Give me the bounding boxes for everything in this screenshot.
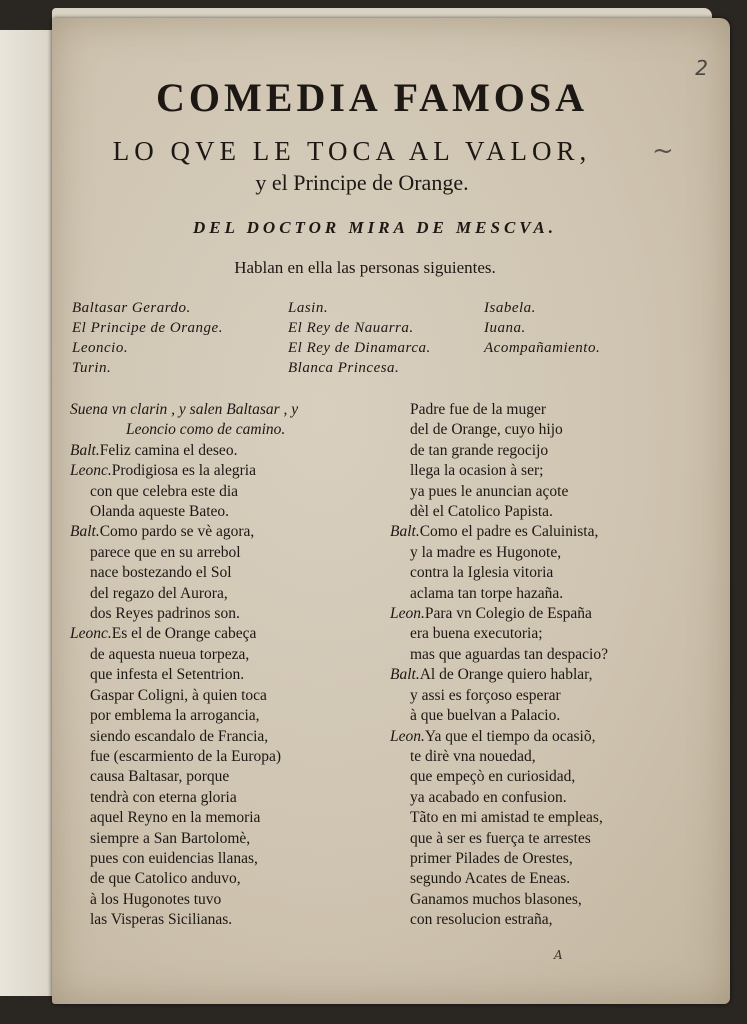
speaker-name: Leon. (390, 605, 425, 623)
verse-text: Tãto en mi amistad te empleas, (410, 809, 603, 827)
cast-member: Baltasar Gerardo. (72, 300, 191, 316)
verse-text: que empeçò en curiosidad, (410, 768, 576, 786)
verse-text: Ganamos muchos blasones, (410, 890, 582, 908)
verse-line (70, 522, 298, 542)
verse-text: Olanda aqueste Bateo. (90, 503, 230, 521)
verse-text: Como pardo se vè agora, (99, 523, 255, 541)
verse-text: Ya que el tiempo da ocasiõ, (424, 727, 596, 745)
speaker-name: Balt. (70, 523, 100, 541)
verse-text: del de Orange, cuyo hijo (410, 421, 563, 439)
cast-member: Leoncio. (72, 340, 129, 356)
verse-text: parece que en su arrebol (90, 543, 241, 561)
verse-line (390, 869, 608, 889)
verse-line (390, 767, 608, 787)
verse-text: era buena executoria; (410, 625, 543, 643)
cast-member: Turin. (72, 360, 112, 376)
verse-text: Prodigiosa es la alegria (111, 462, 256, 480)
verse-line (70, 767, 298, 787)
verse-line (390, 747, 608, 767)
verse-line (390, 400, 608, 420)
verse-text: siempre a San Bartolomè, (90, 829, 251, 847)
verse-text: del regazo del Aurora, (90, 584, 228, 602)
verse-line (390, 461, 608, 481)
verse-line (390, 441, 608, 461)
verse-line (390, 686, 608, 706)
verse-text: por emblema la arrogancia, (90, 707, 260, 725)
verse-line (70, 849, 298, 869)
verse-line (70, 665, 298, 685)
verse-line (70, 441, 298, 461)
verse-text: aclama tan torpe hazaña. (410, 584, 564, 602)
verse-line (70, 624, 298, 644)
verse-line (70, 645, 298, 665)
verse-line (390, 706, 608, 726)
verse-line (70, 604, 298, 624)
verse-line (70, 543, 298, 563)
verse-text: causa Baltasar, porque (90, 768, 230, 786)
verse-line (390, 522, 608, 542)
verse-line (390, 890, 608, 910)
verse-text: tendrà con eterna gloria (90, 788, 237, 806)
verse-text: dèl el Catolico Papista. (410, 503, 553, 521)
verse-line (390, 604, 608, 624)
verse-line (390, 910, 608, 930)
cast-member: El Rey de Dinamarca. (288, 340, 431, 356)
verse-line (70, 890, 298, 910)
speaker-name: Leonc. (70, 625, 112, 643)
verse-line (70, 788, 298, 808)
title-main: COMEDIA FAMOSA (156, 75, 588, 120)
text-column-left (70, 400, 298, 931)
verse-text: Es el de Orange cabeça (111, 625, 257, 643)
cast-member: El Principe de Orange. (72, 320, 223, 336)
verse-line (390, 829, 608, 849)
verse-line (70, 910, 298, 930)
title-subtitle: LO QVE LE TOCA AL VALOR, (112, 136, 592, 166)
text-column-right (390, 400, 608, 931)
verse-line (70, 563, 298, 583)
title-subtitle-2: y el Principe de Orange. (255, 170, 469, 195)
verse-line (70, 461, 298, 481)
verse-text: nace bostezando el Sol (90, 564, 232, 582)
stage-direction: Leoncio como de camino. (126, 421, 286, 439)
verse-line (390, 584, 608, 604)
verse-line (390, 645, 608, 665)
verse-line (390, 502, 608, 522)
verse-line (390, 420, 608, 440)
verse-line (390, 563, 608, 583)
verse-text: siendo escandalo de Francia, (90, 727, 269, 745)
folio-number: 2 (695, 56, 708, 80)
verse-text: ya pues le anuncian açote (410, 482, 569, 500)
verse-text: mas que aguardas tan despacio? (410, 645, 608, 663)
verse-text: Gaspar Coligni, à quien toca (90, 686, 267, 704)
verse-text: ya acabado en confusion. (410, 788, 567, 806)
verse-text: y la madre es Hugonote, (410, 543, 562, 561)
verse-text: de aquesta nueua torpeza, (90, 645, 250, 663)
cast-column-2 (288, 298, 431, 378)
verse-text: con que celebra este dia (90, 482, 239, 500)
verse-line (70, 727, 298, 747)
verse-text: fue (escarmiento de la Europa) (90, 747, 282, 765)
verse-text: que à ser es fuerça te arrestes (410, 829, 591, 847)
author-line: DEL DOCTOR MIRA DE MESCVA. (193, 218, 557, 237)
cast-member: Lasin. (288, 300, 329, 316)
verse-line (70, 584, 298, 604)
verse-line (390, 543, 608, 563)
verse-text: primer Pilades de Orestes, (410, 849, 573, 867)
verse-text: Padre fue de la muger (410, 401, 546, 418)
verse-text: Feliz camina el deseo. (99, 441, 238, 459)
verse-line (70, 706, 298, 726)
verse-line (390, 727, 608, 747)
verse-line (70, 686, 298, 706)
verse-line (70, 747, 298, 767)
verse-text: pues con euidencias llanas, (90, 849, 258, 867)
cast-member: El Rey de Nauarra. (288, 320, 414, 336)
verse-text: con resolucion estraña, (410, 911, 553, 929)
personas-heading: Hablan en ella las personas siguientes. (234, 258, 496, 277)
cast-member: Blanca Princesa. (288, 360, 400, 376)
verse-text: las Visperas Sicilianas. (90, 911, 233, 929)
verse-text: Para vn Colegio de España (424, 605, 592, 623)
verse-line (70, 502, 298, 522)
verse-text: y assi es forçoso esperar (410, 686, 561, 704)
verse-line (70, 400, 298, 420)
speaker-name: Leon. (390, 727, 425, 745)
verse-text: à los Hugonotes tuvo (90, 890, 222, 908)
document-page (52, 18, 730, 1004)
verse-text: à que buelvan a Palacio. (410, 707, 561, 725)
verse-text: dos Reyes padrinos son. (90, 605, 240, 623)
cast-member: Acompañamiento. (484, 340, 601, 356)
verse-line (390, 808, 608, 828)
verse-text: Como el padre es Caluinista, (419, 523, 599, 541)
verse-line (390, 482, 608, 502)
verse-line (390, 665, 608, 685)
verse-line (390, 624, 608, 644)
verse-text: que infesta el Setentrion. (90, 666, 245, 684)
verse-text: de tan grande regocijo (410, 441, 549, 459)
verse-text: de que Catolico anduvo, (90, 870, 241, 888)
speaker-name: Leonc. (70, 462, 112, 480)
stage-direction: Suena vn clarin , y salen Baltasar , y (70, 401, 299, 418)
left-page-edge (0, 30, 60, 996)
catchword: A (554, 948, 563, 962)
verse-line (70, 420, 298, 440)
verse-text: aquel Reyno en la memoria (90, 809, 261, 827)
verse-text: segundo Acates de Eneas. (410, 870, 571, 888)
cast-member: Isabela. (484, 300, 536, 316)
verse-line (70, 829, 298, 849)
cast-column-1 (72, 298, 223, 378)
verse-line (390, 849, 608, 869)
speaker-name: Balt. (70, 441, 100, 459)
verse-text: te dirè vna nouedad, (410, 747, 536, 765)
speaker-name: Balt. (390, 666, 420, 684)
ink-flourish-icon: ~ (652, 136, 674, 166)
verse-text: Al de Orange quiero hablar, (419, 666, 593, 684)
cast-member: Iuana. (484, 320, 526, 336)
verse-line (70, 869, 298, 889)
verse-text: llega la ocasion à ser; (410, 462, 544, 480)
cast-column-3 (484, 298, 600, 358)
speaker-name: Balt. (390, 523, 420, 541)
verse-line (70, 482, 298, 502)
verse-line (390, 788, 608, 808)
verse-line (70, 808, 298, 828)
verse-text: contra la Iglesia vitoria (410, 564, 554, 582)
